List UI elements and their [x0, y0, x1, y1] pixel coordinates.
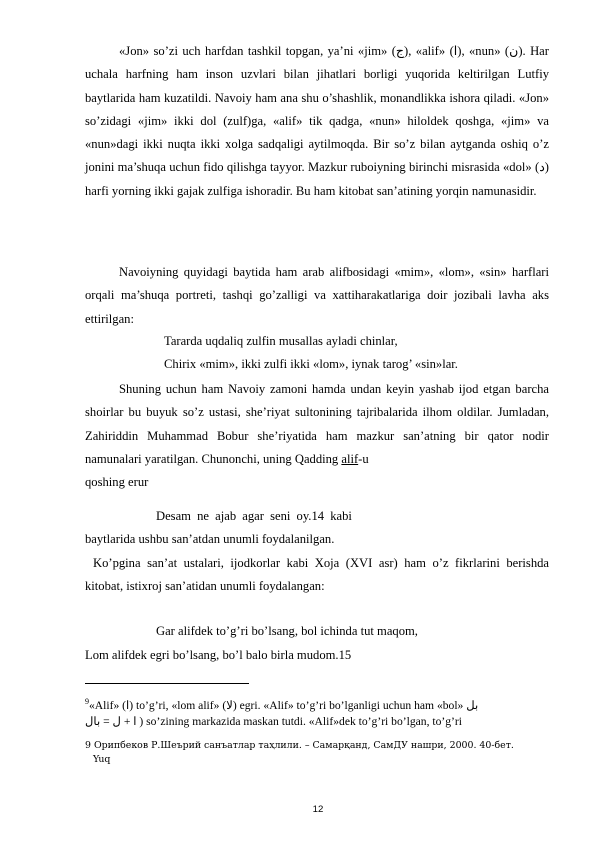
- alif-link[interactable]: alif: [341, 451, 359, 466]
- paragraph-bobur: [85, 378, 549, 494]
- paragraph-xoja: Ko’pgina san’at ustalari, ijodkorlar kabi Xoja (XVI asr) ham o’z fikrlarini berishda kitobat, istixroj san’atidan unumli foydalangan:: [85, 556, 549, 594]
- paragraph-bobur-last: qoshing erur: [85, 475, 149, 490]
- footnote-marker: 9: [85, 697, 89, 706]
- paragraph-bobur-end: -u: [358, 451, 369, 466]
- footnote-source: 9 Орипбеков Р.Шеърий санъатлар таҳлили. – Самарқанд, СамДУ нашри, 2000. 40-бет.: [85, 740, 514, 751]
- verse-line-4: Gar alifdek to’g’ri bo’lsang, bol ichinda tut maqom,: [156, 624, 418, 638]
- footnote-yuq: Yuq: [93, 754, 111, 765]
- paragraph-baytlarida: baytlarida ushbu san’atdan unumli foydalanilgan.: [85, 532, 335, 546]
- paragraph-bobur-text: Shuning uchun ham Navoiy zamoni hamda undan keyin yashab ijod etgan barcha shoirlar bu buyuk so’z ustasi, she’riyat sultonining tajribalarida ilhom oldilar. Jumladan, Zahiriddin Muhammad Bobur she’riyatida ham mazkur san’atning bir qator nodir namunalari yaratilgan. Chunonchi, uning Qadding: [85, 382, 549, 466]
- paragraph-jon-letters: «Jon» so’zi uch harfdan tashkil topgan, ya’ni «jim» (ج), «alif» (ا), «nun» (ن). Har uchala harfning ham inson uzvlari bilan jihatlari borligi yuqorida keltirilgan Lutfiy baytlarida ham kuzatildi. Navoiy ham ana shu o’shashlik, monandlikka ishora qiladi. «Jon» so’zidagi «jim» ikki dol (zulf)ga, «alif» tik qadga, «nun» hiloldek qoshga, «jim» va «nun»dagi ikki nuqta ikki xolga sadqaligi aytilmoqda. Bir so’z bilan aytganda oshiq o’z jonini ma’shuqa uchun fido qilishga tayyor. Mazkur ruboiyning birinchi misrasida «dol» (د) harfi yorning ikki gajak zulfiga ishoradir. Bu ham kitobat san’atining yorqin namunasidir.: [85, 44, 549, 198]
- footnote-alif-line2: ا + ل = بال ) so’zining markazida maskan tutdi. «Alif»dek to’g’ri bo’lgan, to’g’ri: [85, 715, 463, 728]
- paragraph-navoiy-bayt: Navoiyning quyidagi baytida ham arab alifbosidagi «mim», «lom», «sin» harflari orqali ma’shuqa portreti, tashqi go’zalligi va xattiharakatlariga doir jozibali lavha aks ettirilgan:: [85, 265, 549, 326]
- verse-line-1: Tararda uqdaliq zulfin musallas ayladi chinlar,: [164, 334, 398, 348]
- page-number: 12: [312, 804, 324, 815]
- footnote-alif-line1: «Alif» (ا) to’g’ri, «lom alif» (لا) egri. «Alif» to’g’ri bo’lganligi uchun ham «bol» بل: [89, 698, 479, 712]
- verse-line-3: Desam ne ajab agar seni oy.14 kabi: [156, 509, 352, 523]
- verse-line-2: Chirix «mim», ikki zulfi ikki «lom», iynak tarog’ «sin»lar.: [164, 357, 458, 371]
- paragraph-lom-alif: Lom alifdek egri bo’lsang, bo’l balo birla mudom.15: [85, 648, 352, 662]
- footnote-divider: [85, 683, 249, 684]
